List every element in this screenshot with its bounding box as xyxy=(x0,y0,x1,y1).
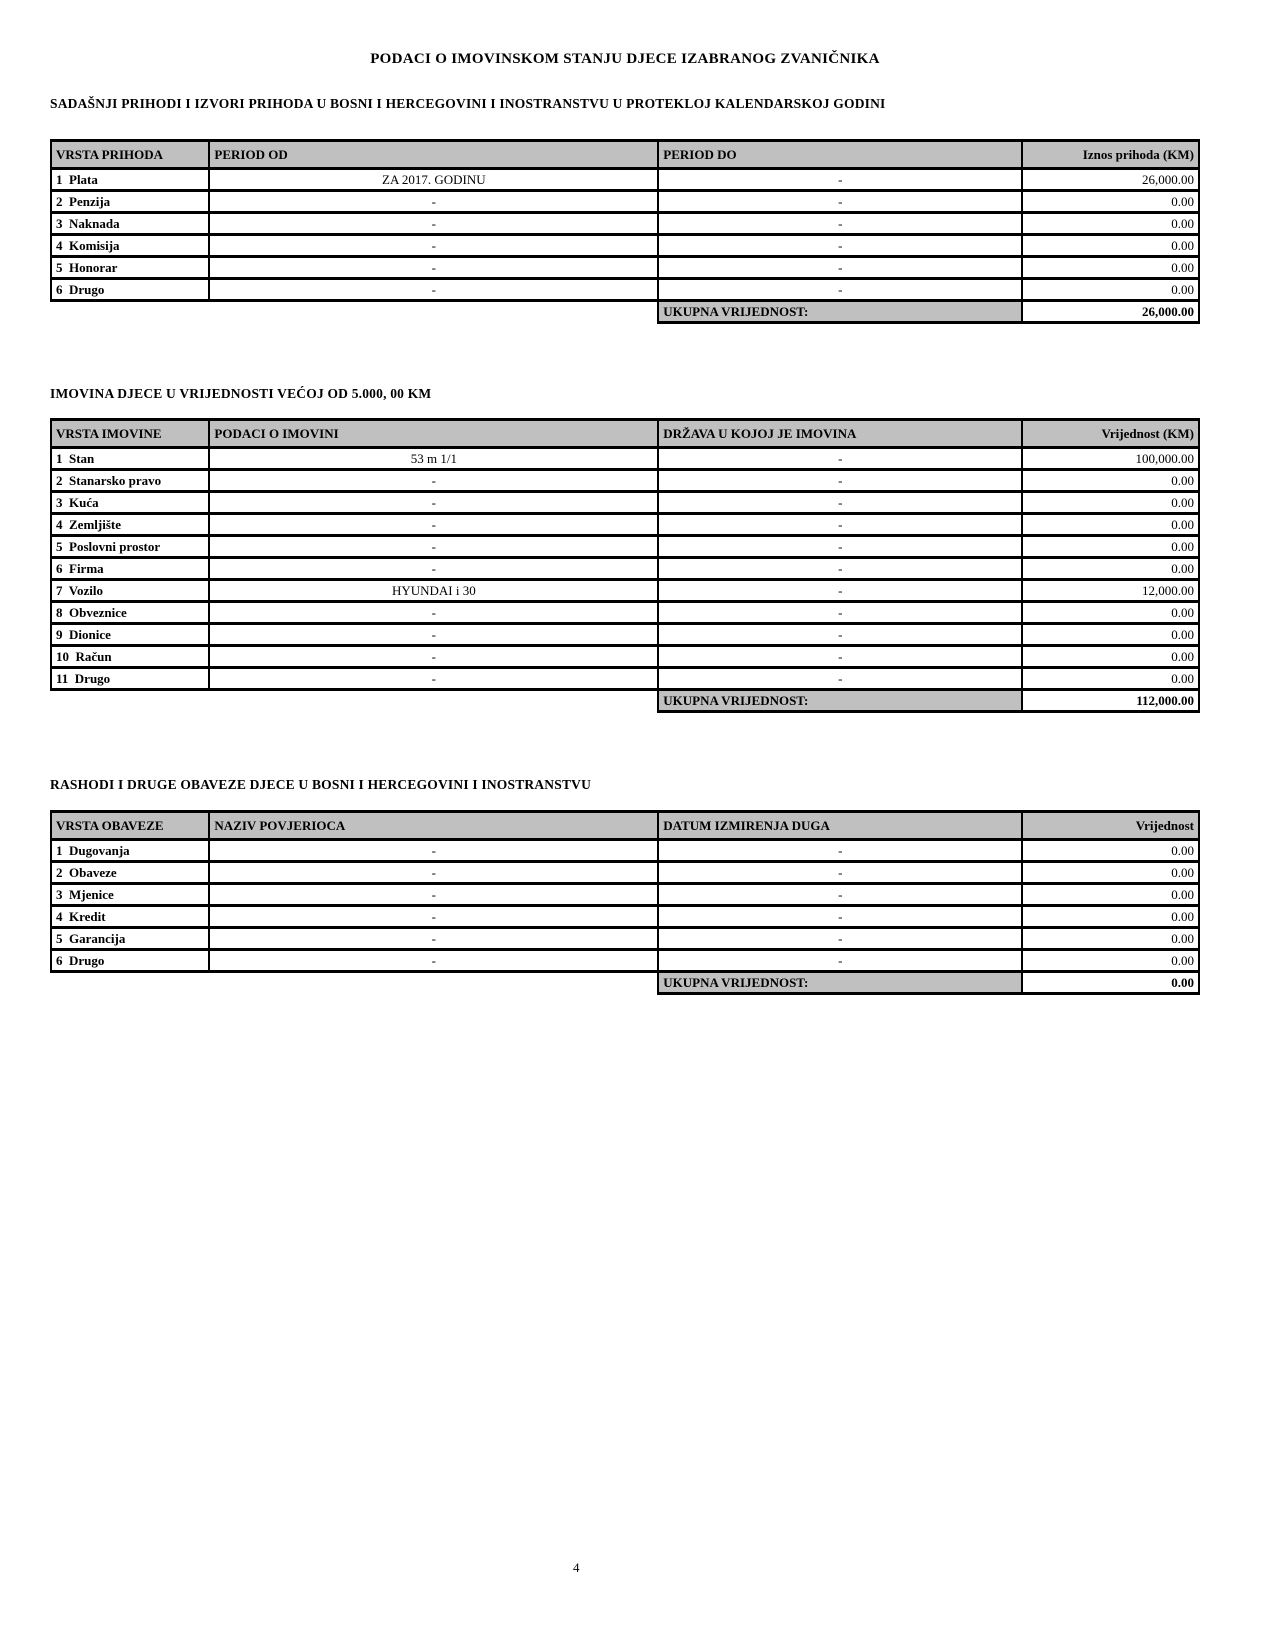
total-value-cell: 26,000.00 xyxy=(1022,301,1199,323)
row-label-cell: 11 Drugo xyxy=(51,668,209,690)
row-value-cell: - xyxy=(209,514,658,536)
row-value-cell: 53 m 1/1 xyxy=(209,448,658,470)
column-header: VRSTA OBAVEZE xyxy=(51,812,209,840)
row-value-cell: 0.00 xyxy=(1022,470,1199,492)
row-value-cell: - xyxy=(658,840,1022,862)
row-value-cell: 0.00 xyxy=(1022,602,1199,624)
column-header: PODACI O IMOVINI xyxy=(209,420,658,448)
liabilities-total-row xyxy=(51,972,1199,994)
row-value-cell: 0.00 xyxy=(1022,492,1199,514)
row-value-cell: - xyxy=(658,906,1022,928)
table-row xyxy=(51,668,1199,690)
row-value-cell: - xyxy=(209,668,658,690)
row-value-cell: - xyxy=(658,646,1022,668)
row-label-cell: 1 Plata xyxy=(51,169,209,191)
table-row xyxy=(51,862,1199,884)
total-value-cell: 112,000.00 xyxy=(1022,690,1199,712)
row-value-cell: - xyxy=(658,536,1022,558)
row-value-cell: - xyxy=(658,514,1022,536)
column-header: DRŽAVA U KOJOJ JE IMOVINA xyxy=(658,420,1022,448)
row-value-cell: - xyxy=(658,558,1022,580)
row-value-cell: - xyxy=(209,602,658,624)
table-row xyxy=(51,169,1199,191)
column-header: Vrijednost xyxy=(1022,812,1199,840)
table-row xyxy=(51,492,1199,514)
row-value-cell: 100,000.00 xyxy=(1022,448,1199,470)
row-value-cell: - xyxy=(209,279,658,301)
row-value-cell: 0.00 xyxy=(1022,235,1199,257)
column-header: VRSTA PRIHODA xyxy=(51,141,209,169)
row-value-cell: 0.00 xyxy=(1022,840,1199,862)
document-content xyxy=(50,50,1200,995)
income-table-header-row xyxy=(51,141,1199,169)
row-label-cell: 6 Drugo xyxy=(51,950,209,972)
table-row xyxy=(51,602,1199,624)
row-value-cell: - xyxy=(209,213,658,235)
total-label-cell: UKUPNA VRIJEDNOST: xyxy=(658,301,1022,323)
document-title: PODACI O IMOVINSKOM STANJU DJECE IZABRANOG ZVANIČNIKA xyxy=(370,51,880,67)
row-label-cell: 4 Zemljište xyxy=(51,514,209,536)
spacer-cell xyxy=(51,690,658,712)
row-value-cell: 26,000.00 xyxy=(1022,169,1199,191)
row-value-cell: - xyxy=(209,950,658,972)
row-label-cell: 5 Garancija xyxy=(51,928,209,950)
row-value-cell: - xyxy=(209,235,658,257)
section-heading-income: SADAŠNJI PRIHODI I IZVORI PRIHODA U BOSNI I HERCEGOVINI I INOSTRANSTVU U PROTEKLOJ KALENDARSKOJ GODINI xyxy=(50,96,886,111)
page-number: 4 xyxy=(573,1560,580,1575)
row-value-cell: - xyxy=(658,470,1022,492)
table-row xyxy=(51,213,1199,235)
row-value-cell: - xyxy=(658,884,1022,906)
column-header: NAZIV POVJERIOCA xyxy=(209,812,658,840)
row-value-cell: 0.00 xyxy=(1022,950,1199,972)
row-value-cell: 0.00 xyxy=(1022,646,1199,668)
row-value-cell: - xyxy=(209,492,658,514)
income-total-row xyxy=(51,301,1199,323)
row-value-cell: - xyxy=(209,840,658,862)
row-value-cell: 0.00 xyxy=(1022,668,1199,690)
row-value-cell: 0.00 xyxy=(1022,928,1199,950)
row-value-cell: 0.00 xyxy=(1022,279,1199,301)
row-label-cell: 2 Obaveze xyxy=(51,862,209,884)
table-row xyxy=(51,928,1199,950)
total-value-cell: 0.00 xyxy=(1022,972,1199,994)
row-value-cell: - xyxy=(209,862,658,884)
row-value-cell: - xyxy=(658,928,1022,950)
row-value-cell: - xyxy=(658,279,1022,301)
row-value-cell: - xyxy=(209,470,658,492)
table-row xyxy=(51,950,1199,972)
row-value-cell: 0.00 xyxy=(1022,213,1199,235)
row-value-cell: - xyxy=(658,448,1022,470)
table-row xyxy=(51,558,1199,580)
assets-table xyxy=(50,418,1200,713)
table-row xyxy=(51,884,1199,906)
column-header: Vrijednost (KM) xyxy=(1022,420,1199,448)
row-label-cell: 8 Obveznice xyxy=(51,602,209,624)
row-value-cell: - xyxy=(658,862,1022,884)
row-value-cell: - xyxy=(209,191,658,213)
total-label-cell: UKUPNA VRIJEDNOST: xyxy=(658,690,1022,712)
row-value-cell: 12,000.00 xyxy=(1022,580,1199,602)
row-value-cell: - xyxy=(658,235,1022,257)
row-value-cell: - xyxy=(658,257,1022,279)
row-value-cell: - xyxy=(209,624,658,646)
row-label-cell: 2 Stanarsko pravo xyxy=(51,470,209,492)
row-value-cell: - xyxy=(209,257,658,279)
row-value-cell: 0.00 xyxy=(1022,558,1199,580)
assets-table-header-row xyxy=(51,420,1199,448)
row-value-cell: - xyxy=(209,884,658,906)
liabilities-table-header-row xyxy=(51,812,1199,840)
spacer-cell xyxy=(51,972,658,994)
table-row xyxy=(51,257,1199,279)
row-value-cell: HYUNDAI i 30 xyxy=(209,580,658,602)
row-value-cell: 0.00 xyxy=(1022,257,1199,279)
row-label-cell: 2 Penzija xyxy=(51,191,209,213)
row-label-cell: 5 Honorar xyxy=(51,257,209,279)
row-label-cell: 10 Račun xyxy=(51,646,209,668)
table-row xyxy=(51,191,1199,213)
income-table xyxy=(50,139,1200,324)
spacer-cell xyxy=(51,301,658,323)
row-label-cell: 4 Kredit xyxy=(51,906,209,928)
row-value-cell: - xyxy=(658,191,1022,213)
row-value-cell: 0.00 xyxy=(1022,884,1199,906)
row-value-cell: 0.00 xyxy=(1022,514,1199,536)
column-header: Iznos prihoda (KM) xyxy=(1022,141,1199,169)
row-label-cell: 5 Poslovni prostor xyxy=(51,536,209,558)
table-row xyxy=(51,235,1199,257)
row-value-cell: 0.00 xyxy=(1022,624,1199,646)
row-label-cell: 4 Komisija xyxy=(51,235,209,257)
column-header: VRSTA IMOVINE xyxy=(51,420,209,448)
table-row xyxy=(51,646,1199,668)
table-row xyxy=(51,448,1199,470)
row-value-cell: - xyxy=(209,558,658,580)
row-label-cell: 3 Mjenice xyxy=(51,884,209,906)
row-value-cell: - xyxy=(658,580,1022,602)
total-label-cell: UKUPNA VRIJEDNOST: xyxy=(658,972,1022,994)
assets-total-row xyxy=(51,690,1199,712)
row-label-cell: 6 Firma xyxy=(51,558,209,580)
table-row xyxy=(51,840,1199,862)
table-row xyxy=(51,536,1199,558)
row-value-cell: - xyxy=(658,950,1022,972)
row-value-cell: - xyxy=(658,213,1022,235)
row-label-cell: 6 Drugo xyxy=(51,279,209,301)
row-value-cell: 0.00 xyxy=(1022,191,1199,213)
table-row xyxy=(51,514,1199,536)
liabilities-table xyxy=(50,810,1200,995)
row-value-cell: - xyxy=(658,169,1022,191)
row-value-cell: - xyxy=(658,492,1022,514)
row-value-cell: - xyxy=(209,928,658,950)
table-row xyxy=(51,624,1199,646)
row-value-cell: - xyxy=(658,602,1022,624)
row-value-cell: 0.00 xyxy=(1022,906,1199,928)
row-value-cell: 0.00 xyxy=(1022,862,1199,884)
table-row xyxy=(51,906,1199,928)
row-label-cell: 1 Stan xyxy=(51,448,209,470)
section-heading-assets: IMOVINA DJECE U VRIJEDNOSTI VEĆOJ OD 5.000, 00 KM xyxy=(50,386,432,401)
table-row xyxy=(51,470,1199,492)
row-label-cell: 1 Dugovanja xyxy=(51,840,209,862)
row-label-cell: 3 Kuća xyxy=(51,492,209,514)
row-label-cell: 3 Naknada xyxy=(51,213,209,235)
table-row xyxy=(51,580,1199,602)
row-value-cell: ZA 2017. GODINU xyxy=(209,169,658,191)
row-value-cell: - xyxy=(658,668,1022,690)
column-header: PERIOD OD xyxy=(209,141,658,169)
table-row xyxy=(51,279,1199,301)
row-value-cell: - xyxy=(658,624,1022,646)
row-value-cell: - xyxy=(209,536,658,558)
row-value-cell: - xyxy=(209,646,658,668)
column-header: PERIOD DO xyxy=(658,141,1022,169)
row-value-cell: - xyxy=(209,906,658,928)
column-header: DATUM IZMIRENJA DUGA xyxy=(658,812,1022,840)
section-heading-liabilities: RASHODI I DRUGE OBAVEZE DJECE U BOSNI I HERCEGOVINI I INOSTRANSTVU xyxy=(50,777,592,792)
row-label-cell: 9 Dionice xyxy=(51,624,209,646)
row-label-cell: 7 Vozilo xyxy=(51,580,209,602)
row-value-cell: 0.00 xyxy=(1022,536,1199,558)
